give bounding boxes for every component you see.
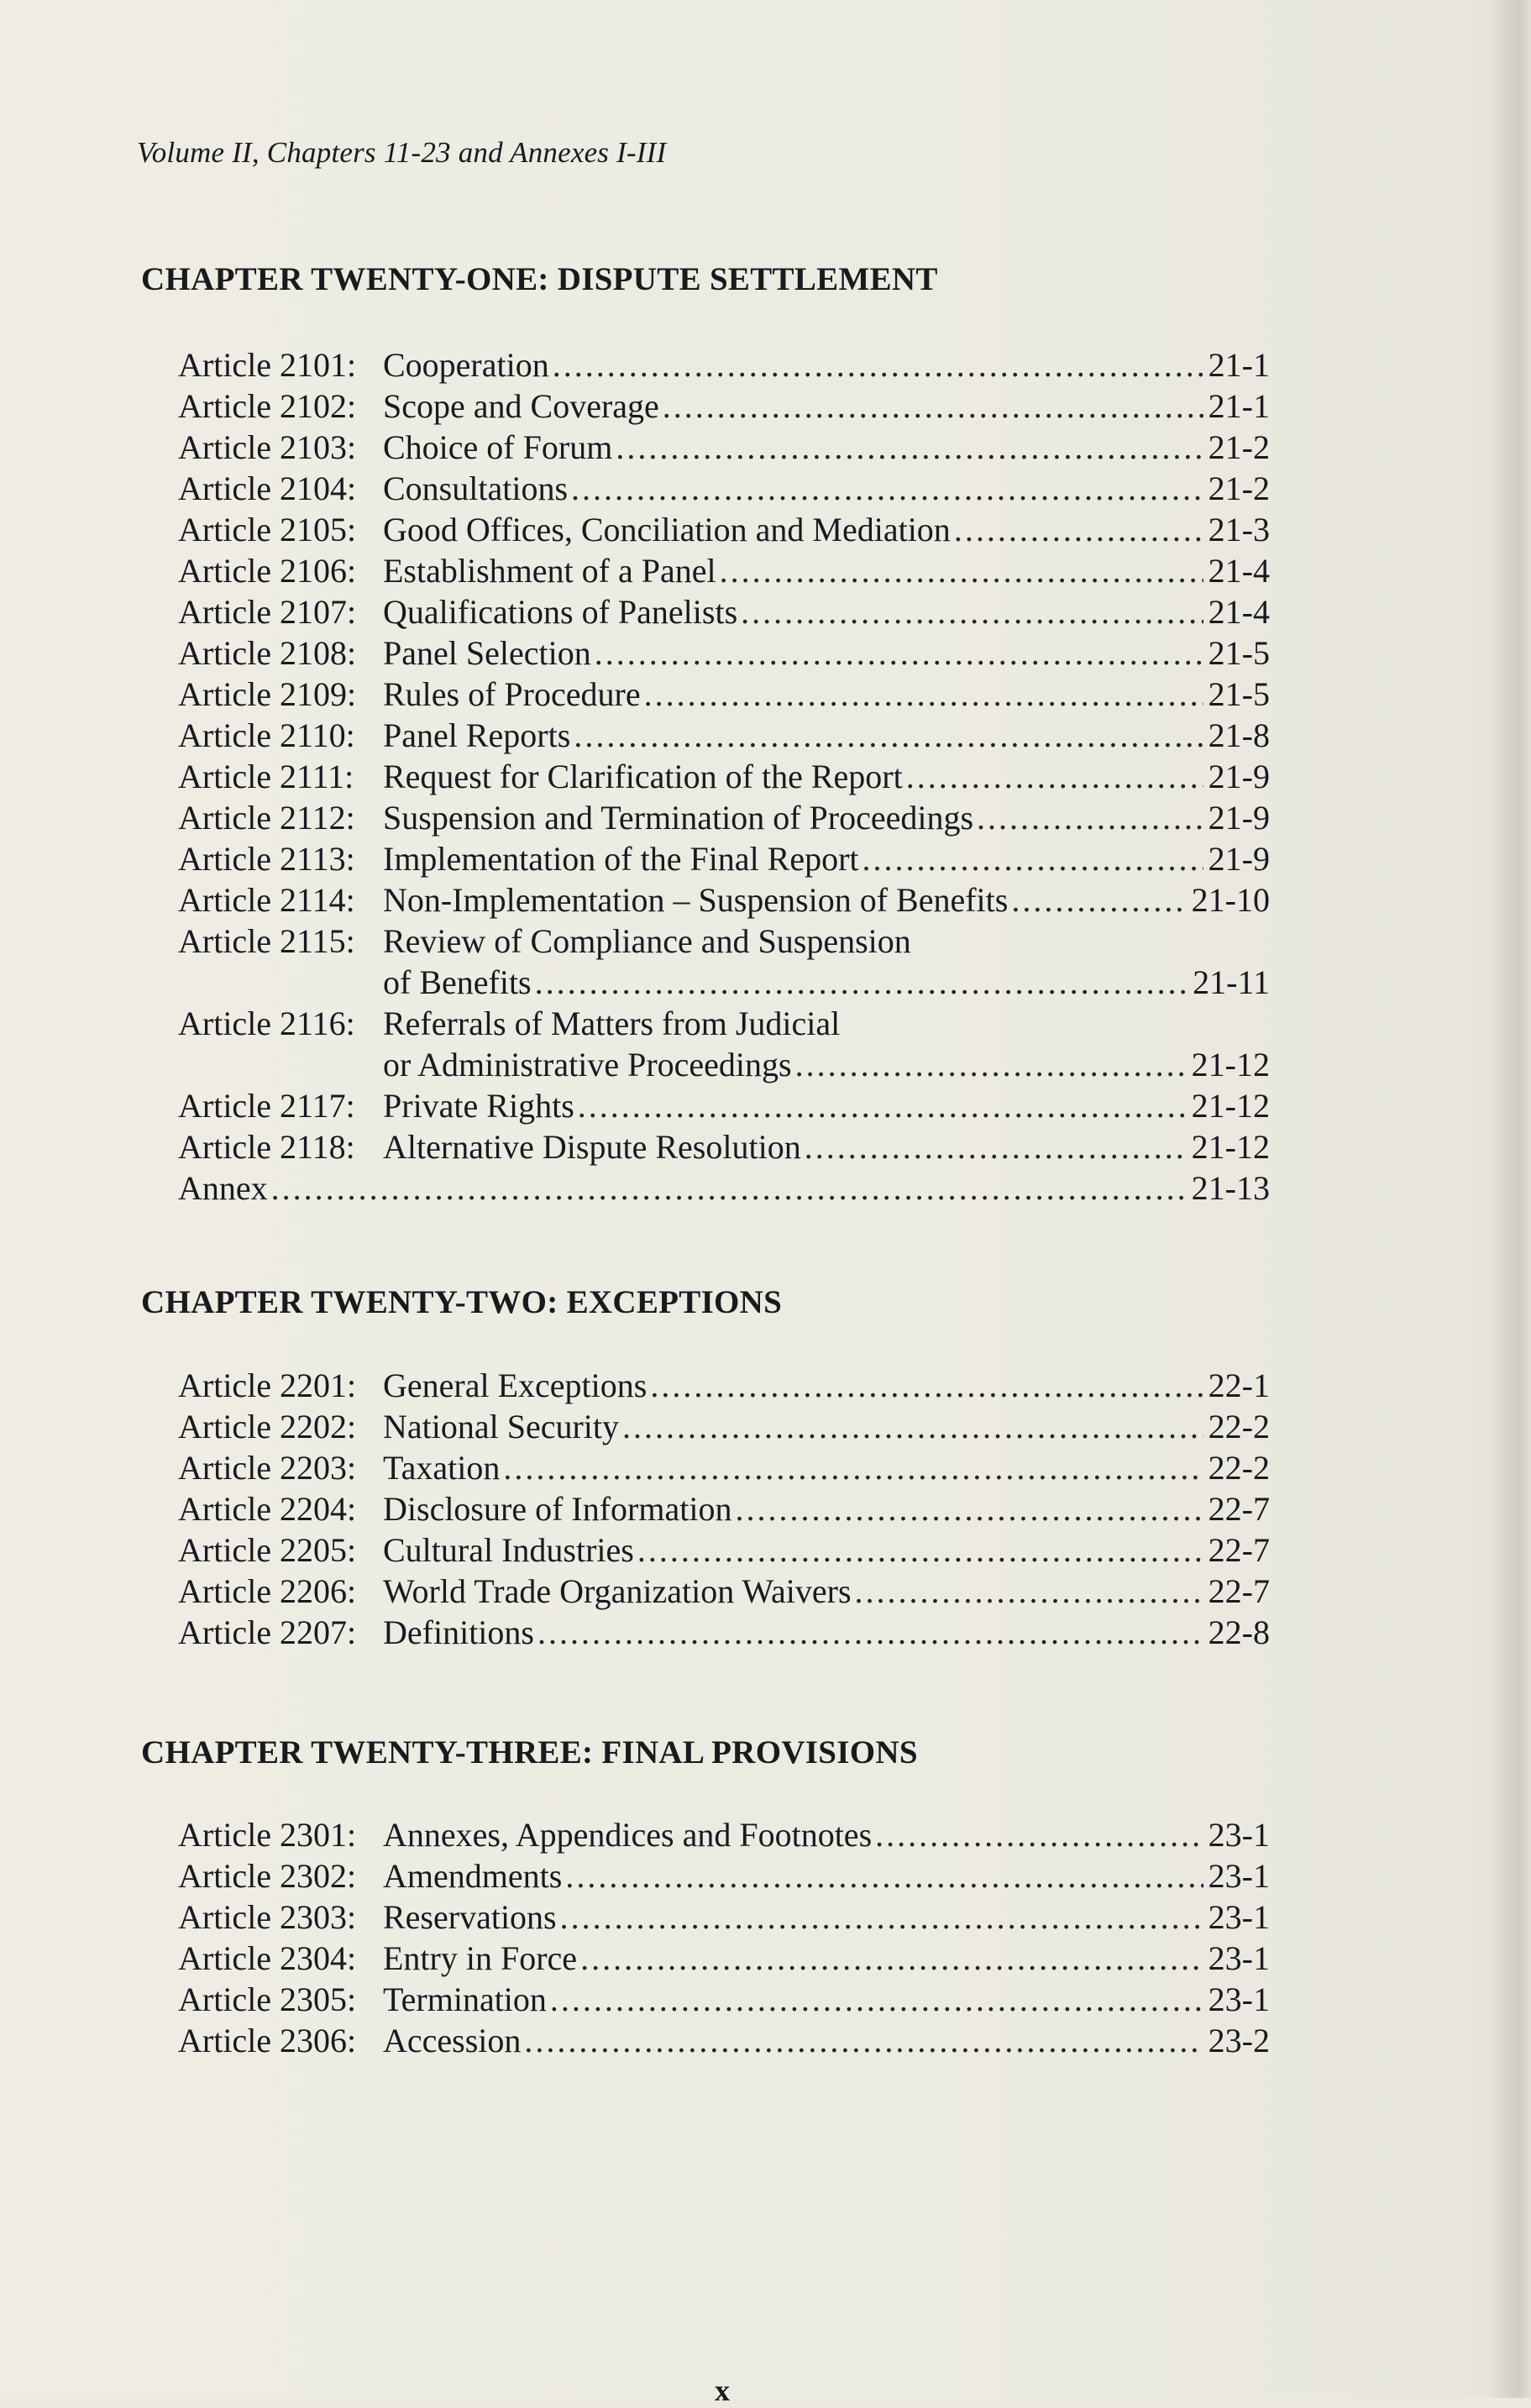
page-reference: 21-9 (1208, 840, 1270, 878)
article-number: Article 2104: (178, 470, 357, 507)
toc-entry (178, 715, 1270, 756)
article-number: Article 2206: (178, 1572, 357, 1610)
page-reference: 21-8 (1208, 716, 1270, 754)
article-number: Article 2205: (178, 1531, 357, 1569)
article-number: Article 2203: (178, 1449, 357, 1487)
page-reference: 22-7 (1208, 1490, 1270, 1528)
dot-leader (855, 1571, 1203, 1612)
page-reference: 21-12 (1191, 1046, 1270, 1083)
page-reference: 21-5 (1208, 634, 1270, 672)
toc-chapter-21 (178, 344, 1270, 1209)
article-title: World Trade Organization Waivers (383, 1572, 852, 1610)
page-reference: 21-4 (1208, 552, 1270, 590)
toc-chapter-23 (178, 1814, 1270, 2061)
article-title: Scope and Coverage (383, 387, 659, 425)
toc-entry (178, 2020, 1270, 2061)
dot-leader (862, 838, 1203, 879)
article-title-continued: or Administrative Proceedings (383, 1046, 792, 1083)
article-title: Taxation (383, 1449, 501, 1487)
dot-leader (565, 1855, 1203, 1896)
toc-entry (178, 1979, 1270, 2020)
article-title: Qualifications of Panelists (383, 593, 738, 631)
page-reference: 21-9 (1208, 758, 1270, 795)
dot-leader (503, 1447, 1203, 1488)
article-title: Annexes, Appendices and Footnotes (383, 1816, 873, 1854)
article-number: Article 2301: (178, 1816, 357, 1854)
dot-leader (735, 1488, 1203, 1529)
dot-leader (906, 756, 1203, 797)
dot-leader (644, 674, 1203, 715)
toc-entry (178, 879, 1270, 921)
dot-leader (1011, 879, 1186, 921)
article-title: Termination (383, 1980, 547, 2018)
dot-leader (524, 2020, 1203, 2061)
page-reference: 22-1 (1208, 1367, 1270, 1404)
article-title: Review of Compliance and Suspension (383, 922, 911, 960)
page-reference: 21-3 (1208, 511, 1270, 548)
dot-leader (637, 1529, 1203, 1571)
article-title: Suspension and Termination of Proceedings (383, 799, 974, 837)
article-title: Implementation of the Final Report (383, 840, 859, 878)
toc-entry (178, 921, 1270, 962)
dot-leader (574, 715, 1203, 756)
article-title: Alternative Dispute Resolution (383, 1128, 801, 1166)
page-reference: 23-1 (1208, 1980, 1270, 2018)
page-reference: 23-1 (1208, 1939, 1270, 1977)
page-reference: 22-8 (1208, 1613, 1270, 1651)
article-title: Establishment of a Panel (383, 552, 716, 590)
toc-entry (178, 427, 1270, 468)
article-number: Article 2204: (178, 1490, 357, 1528)
toc-entry (178, 1447, 1270, 1488)
page-reference: 21-11 (1193, 963, 1270, 1001)
dot-leader (595, 632, 1203, 674)
chapter-title-22: CHAPTER TWENTY-TWO: EXCEPTIONS (141, 1284, 783, 1320)
article-number: Article 2304: (178, 1939, 357, 1977)
toc-entry (178, 1406, 1270, 1447)
article-title: Panel Reports (383, 716, 571, 754)
toc-entry (178, 1855, 1270, 1896)
toc-entry (178, 1896, 1270, 1938)
dot-leader (650, 1365, 1203, 1406)
toc-entry (178, 386, 1270, 427)
article-title: Disclosure of Information (383, 1490, 732, 1528)
article-number: Article 2305: (178, 1980, 357, 2018)
page-reference: 22-7 (1208, 1531, 1270, 1569)
article-number: Article 2102: (178, 387, 357, 425)
article-title: Cooperation (383, 346, 549, 384)
toc-entry (178, 1612, 1270, 1653)
page-reference: 23-1 (1208, 1898, 1270, 1936)
toc-entry (178, 1571, 1270, 1612)
dot-leader (663, 386, 1203, 427)
toc-entry (178, 591, 1270, 632)
page-reference: 21-2 (1208, 470, 1270, 507)
dot-leader (535, 962, 1188, 1003)
toc-entry (178, 1085, 1270, 1126)
page-reference: 21-12 (1191, 1087, 1270, 1125)
article-number: Article 2303: (178, 1898, 357, 1936)
dot-leader (720, 550, 1203, 591)
page-reference: 21-1 (1208, 387, 1270, 425)
dot-leader (622, 1406, 1203, 1447)
dot-leader (616, 427, 1203, 468)
toc-entry (178, 1126, 1270, 1167)
article-number: Article 2101: (178, 346, 357, 384)
toc-entry-continuation (178, 962, 1270, 1003)
article-number: Article 2118: (178, 1128, 355, 1166)
page-reference: 21-12 (1191, 1128, 1270, 1166)
article-number: Article 2207: (178, 1613, 357, 1651)
toc-entry (178, 756, 1270, 797)
toc-entry (178, 838, 1270, 879)
article-title: Panel Selection (383, 634, 591, 672)
page-number: x (715, 2374, 730, 2407)
dot-leader (805, 1126, 1187, 1167)
article-title: Cultural Industries (383, 1531, 634, 1569)
running-head: Volume II, Chapters 11-23 and Annexes I-III (137, 136, 667, 169)
chapter-title-23: CHAPTER TWENTY-THREE: FINAL PROVISIONS (141, 1734, 918, 1771)
dot-leader (875, 1814, 1203, 1855)
article-title: Entry in Force (383, 1939, 578, 1977)
article-number: Article 2112: (178, 799, 355, 837)
dot-leader (553, 344, 1203, 386)
page-reference: 22-2 (1208, 1408, 1270, 1445)
page-reference: 21-9 (1208, 799, 1270, 837)
article-title-continued: of Benefits (383, 963, 532, 1001)
dot-leader (271, 1167, 1187, 1209)
toc-entry (178, 1365, 1270, 1406)
page-reference: 21-5 (1208, 675, 1270, 713)
article-number: Article 2107: (178, 593, 357, 631)
article-title: Referrals of Matters from Judicial (383, 1005, 841, 1042)
article-number: Article 2110: (178, 716, 355, 754)
toc-entry (178, 468, 1270, 509)
dot-leader (550, 1979, 1203, 2020)
dot-leader (560, 1896, 1203, 1938)
toc-entry (178, 1003, 1270, 1044)
chapter-title-21: CHAPTER TWENTY-ONE: DISPUTE SETTLEMENT (141, 261, 938, 297)
article-number: Article 2306: (178, 2022, 357, 2059)
toc-entry (178, 1488, 1270, 1529)
article-title: Request for Clarification of the Report (383, 758, 903, 795)
article-number: Article 2105: (178, 511, 357, 548)
article-title: Accession (383, 2022, 522, 2059)
page-reference: 23-1 (1208, 1816, 1270, 1854)
article-number: Article 2111: (178, 758, 354, 795)
dot-leader (977, 797, 1203, 838)
article-number: Article 2108: (178, 634, 357, 672)
dot-leader (537, 1612, 1203, 1653)
article-number: Article 2109: (178, 675, 357, 713)
article-title: Rules of Procedure (383, 675, 641, 713)
toc-entry (178, 1814, 1270, 1855)
article-title: Good Offices, Conciliation and Mediation (383, 511, 951, 548)
article-number: Article 2117: (178, 1087, 355, 1125)
toc-entry (178, 344, 1270, 386)
article-title: Reservations (383, 1898, 557, 1936)
article-title: Choice of Forum (383, 428, 613, 466)
page-reference: 21-2 (1208, 428, 1270, 466)
article-title: Non-Implementation – Suspension of Benefits (383, 881, 1009, 919)
article-title: Definitions (383, 1613, 534, 1651)
article-title: Consultations (383, 470, 569, 507)
dot-leader (954, 509, 1203, 550)
dot-leader (571, 468, 1203, 509)
article-title: Amendments (383, 1857, 563, 1895)
dot-leader (580, 1938, 1203, 1979)
article-title: Private Rights (383, 1087, 574, 1125)
page-reference: 23-1 (1208, 1857, 1270, 1895)
page-reference: 23-2 (1208, 2022, 1270, 2059)
toc-entry (178, 1938, 1270, 1979)
article-number: Article 2115: (178, 922, 355, 960)
dot-leader (795, 1044, 1187, 1085)
article-number: Article 2202: (178, 1408, 357, 1445)
page-reference: 22-7 (1208, 1572, 1270, 1610)
article-title: General Exceptions (383, 1367, 648, 1404)
article-number: Article 2106: (178, 552, 357, 590)
page-reference: 21-10 (1191, 881, 1270, 919)
toc-entry (178, 632, 1270, 674)
page-reference: 21-1 (1208, 346, 1270, 384)
article-number: Annex (178, 1169, 268, 1207)
dot-leader (741, 591, 1203, 632)
toc-entry (178, 1167, 1270, 1209)
toc-entry (178, 550, 1270, 591)
page-reference: 22-2 (1208, 1449, 1270, 1487)
article-number: Article 2103: (178, 428, 357, 466)
article-number: Article 2302: (178, 1857, 357, 1895)
page-reference: 21-13 (1191, 1169, 1270, 1207)
article-number: Article 2113: (178, 840, 355, 878)
article-number: Article 2116: (178, 1005, 355, 1042)
article-number: Article 2114: (178, 881, 355, 919)
page-edge-shadow (1487, 0, 1531, 2398)
toc-entry (178, 797, 1270, 838)
toc-entry (178, 509, 1270, 550)
dot-leader (578, 1085, 1187, 1126)
article-title: National Security (383, 1408, 620, 1445)
toc-chapter-22 (178, 1365, 1270, 1653)
toc-entry (178, 1529, 1270, 1571)
article-number: Article 2201: (178, 1367, 357, 1404)
page-reference: 21-4 (1208, 593, 1270, 631)
toc-entry (178, 674, 1270, 715)
toc-entry-continuation (178, 1044, 1270, 1085)
